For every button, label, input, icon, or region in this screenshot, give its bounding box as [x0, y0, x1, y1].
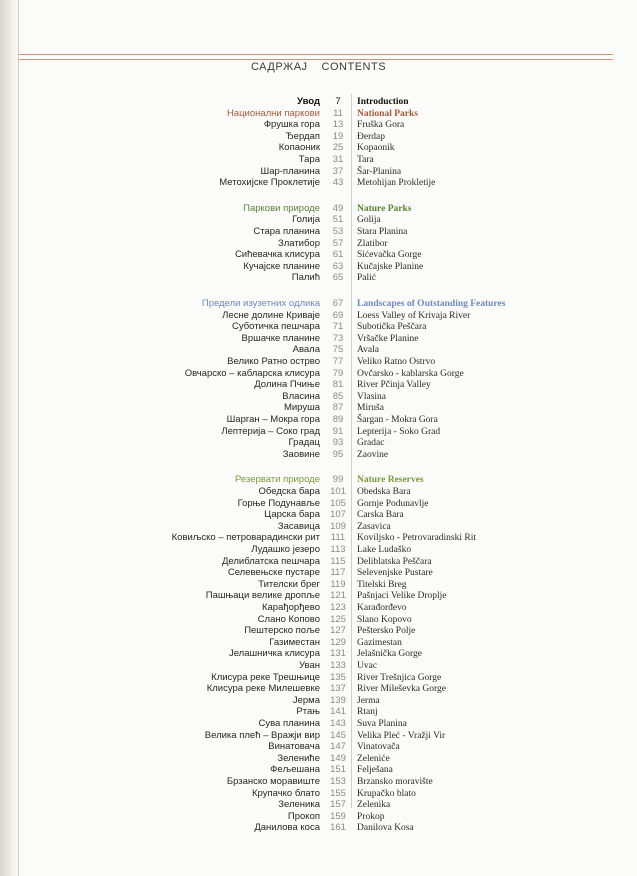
toc-entry-en: Nature Reserves [357, 475, 424, 485]
toc-entry-en: Gradac [357, 438, 385, 448]
toc-row [0, 602, 637, 614]
toc-entry-sr: Крупачко блато [252, 788, 320, 799]
toc-entry-en: Brzansko moravište [357, 777, 433, 787]
toc-row [0, 344, 637, 356]
toc-entry-en: Jelašnička Gorge [357, 649, 422, 659]
toc-page-number: 71 [332, 321, 344, 332]
toc-entry-en: Vlasina [357, 392, 387, 402]
toc-entry-sr: Тара [298, 154, 320, 165]
toc-page-number: 49 [332, 203, 344, 214]
toc-entry-sr: Велико Ратно острво [227, 356, 320, 367]
toc-row [0, 272, 637, 284]
toc-page-number: 61 [332, 249, 344, 260]
toc-entry-en: Rtanj [357, 707, 378, 717]
toc-page-number: 133 [330, 660, 346, 671]
toc-entry-sr: Метохијске Проклетије [219, 177, 320, 188]
toc-entry-en: Titelski Breg [357, 580, 407, 590]
toc-entry-en: Gazimestan [357, 638, 402, 648]
toc-entry-en: Fruška Gora [357, 120, 405, 130]
toc-entry-en: Kopaonik [357, 143, 395, 153]
toc-entry-sr: Селевењске пустаре [227, 567, 320, 578]
toc-entry-sr: Прокоп [287, 811, 320, 822]
toc-entry-sr: Карађорђево [261, 602, 320, 613]
toc-page-number: 111 [330, 532, 346, 543]
toc-entry-sr: Клисура реке Трешњице [211, 672, 320, 683]
toc-page-number: 139 [330, 695, 346, 706]
toc-entry-sr: Јерма [292, 695, 320, 706]
toc-page-number: 69 [332, 310, 344, 321]
toc-entry-sr: Сићевачка клисура [234, 249, 320, 260]
toc-section-heading [0, 474, 637, 486]
toc-entry-en: Lepterija - Soko Grad [357, 427, 441, 437]
toc-row [0, 706, 637, 718]
toc-entry-en: Šargan - Mokra Gora [357, 415, 438, 425]
toc-entry-sr: Засавица [277, 521, 320, 532]
toc-page-number: 149 [330, 753, 346, 764]
toc-entry-en: Kučajske Planine [357, 262, 424, 272]
toc-entry-sr: Заовине [282, 449, 320, 460]
toc-page-number: 107 [330, 509, 346, 520]
header-title-en: CONTENTS [321, 61, 387, 73]
toc-entry-sr: Пештерско поље [244, 625, 320, 636]
toc-page-number: 119 [330, 579, 346, 590]
toc-entry-sr: Мируша [283, 402, 320, 413]
toc-page-number: 43 [332, 177, 344, 188]
toc-row [0, 214, 637, 226]
toc-entry-en: Carska Bara [357, 510, 404, 520]
toc-row [0, 625, 637, 637]
toc-entry-sr: Долина Пчиње [254, 379, 320, 390]
toc-entry-sr: Велика плећ – Вражји вир [204, 730, 320, 741]
toc-entry-en: Suva Planina [357, 719, 407, 729]
toc-row [0, 437, 637, 449]
toc-entry-sr: Овчарско – кабларска клисура [184, 368, 320, 379]
toc-entry-sr: Горње Подунавље [237, 498, 320, 509]
toc-page-number: 31 [332, 154, 344, 165]
toc-entry-en: Selevenjske Pustare [357, 568, 433, 578]
toc-intro-row [0, 96, 637, 108]
toc-page-number: 53 [332, 226, 344, 237]
toc-page-number: 161 [330, 822, 346, 833]
toc-page-number: 101 [330, 486, 346, 497]
toc-row [0, 142, 637, 154]
toc-page-number: 113 [330, 544, 346, 555]
toc-entry-sr: Лесне долине Криваје [222, 310, 320, 321]
toc-entry-sr: Национални паркови [226, 108, 320, 119]
toc-row [0, 509, 637, 521]
toc-page-number: 51 [332, 214, 344, 225]
toc-entry-sr: Јелашничка клисура [228, 648, 320, 659]
toc-page-number: 95 [332, 449, 344, 460]
toc-page-number: 153 [330, 776, 346, 787]
toc-entry-en: Subotička Peščara [357, 322, 427, 332]
toc-entry-en: Metohijan Prokletije [357, 178, 436, 188]
toc-entry-sr: Сува планина [258, 718, 320, 729]
toc-entry-en: Golija [357, 215, 381, 225]
toc-page-number: 91 [332, 426, 344, 437]
toc-entry-sr: Клисура реке Милешевке [206, 683, 320, 694]
toc-row [0, 154, 637, 166]
toc-entry-sr: Брзанско моравиште [226, 776, 320, 787]
toc-page-number: 135 [330, 672, 346, 683]
toc-page-number: 125 [330, 614, 346, 625]
toc-entry-sr: Копаоник [278, 142, 320, 153]
toc-entry-sr: Делиблатска пешчара [221, 556, 320, 567]
toc-entry-sr: Кучајске планине [243, 261, 320, 272]
toc-entry-en: Pašnjaci Velike Droplje [357, 591, 447, 601]
toc-entry-en: Zelenika [357, 800, 391, 810]
toc-page-number: 19 [332, 131, 344, 142]
toc-entry-en: Felješana [357, 765, 393, 775]
toc-page-number: 85 [332, 391, 344, 402]
toc-entry-en: Zlatibor [357, 239, 388, 249]
toc-row [0, 799, 637, 811]
toc-entry-en: Avala [357, 345, 379, 355]
toc-row [0, 544, 637, 556]
toc-entry-sr: Голија [292, 214, 320, 225]
toc-row [0, 402, 637, 414]
toc-entry-en: Jerma [357, 696, 380, 706]
toc-row [0, 764, 637, 776]
toc-page-number: 73 [332, 333, 344, 344]
toc-page-number: 99 [332, 474, 344, 485]
toc-entry-en: Introduction [357, 97, 409, 107]
toc-entry-en: National Parks [357, 109, 418, 119]
toc-row [0, 356, 637, 368]
toc-page-number: 37 [332, 166, 344, 177]
toc-entry-en: Vršačke Planine [357, 334, 419, 344]
toc-page-number: 131 [330, 648, 346, 659]
toc-page-number: 87 [332, 402, 344, 413]
toc-section-heading [0, 298, 637, 310]
toc-entry-en: Danilova Kosa [357, 823, 414, 833]
toc-page-number: 105 [330, 498, 346, 509]
toc-row [0, 567, 637, 579]
toc-entry-en: Stara Planina [357, 227, 408, 237]
toc-entry-en: Zaovine [357, 450, 389, 460]
toc-page-number: 127 [330, 625, 346, 636]
toc-entry-en: River Pčinja Valley [357, 380, 431, 390]
toc-page-number: 25 [332, 142, 344, 153]
toc-page-number: 13 [332, 119, 344, 130]
toc-entry-en: Veliko Ratno Ostrvo [357, 357, 436, 367]
toc-entry-sr: Шар-планина [260, 166, 320, 177]
toc-entry-sr: Слано Копово [257, 614, 320, 625]
toc-entry-sr: Зеленика [278, 799, 320, 810]
toc-row [0, 486, 637, 498]
toc-entry-en: Velika Pleć - Vražji Vir [357, 731, 446, 741]
toc-row [0, 226, 637, 238]
toc-entry-en: Vinatovača [357, 742, 400, 752]
toc-entry-sr: Градац [288, 437, 320, 448]
toc-entry-en: Slano Kopovo [357, 615, 412, 625]
toc-page-number: 147 [330, 741, 346, 752]
toc-page-number: 143 [330, 718, 346, 729]
toc-page-number: 117 [330, 567, 346, 578]
toc-row [0, 776, 637, 788]
toc-row [0, 683, 637, 695]
toc-page-number: 141 [330, 706, 346, 717]
toc-entry-en: Ovčarsko - kablarska Gorge [357, 369, 464, 379]
toc-page-number: 151 [330, 764, 346, 775]
toc-entry-en: River Mileševka Gorge [357, 684, 446, 694]
toc-entry-en: Prokop [357, 812, 385, 822]
toc-page-number: 57 [332, 238, 344, 249]
toc-page-number: 65 [332, 272, 344, 283]
toc-page-number: 81 [332, 379, 344, 390]
toc-entry-sr: Винатовача [268, 741, 320, 752]
toc-page-number: 109 [330, 521, 346, 532]
toc-entry-sr: Фељешана [270, 764, 320, 775]
toc-row [0, 249, 637, 261]
toc-entry-en: Deliblatska Peščara [357, 557, 432, 567]
toc-entry-en: Lake Ludaško [357, 545, 412, 555]
toc-page-number: 145 [330, 730, 346, 741]
toc-entry-en: Krupačko blato [357, 789, 416, 799]
toc-row [0, 449, 637, 461]
toc-entry-en: Uvac [357, 661, 378, 671]
toc-entry-sr: Златибор [277, 238, 320, 249]
toc-entry-en: Đerdap [357, 132, 385, 142]
toc-entry-sr: Обедска бара [258, 486, 320, 497]
toc-entry-en: Miruša [357, 403, 384, 413]
toc-entry-en: Koviljsko - Petrovaradinski Rit [357, 533, 477, 543]
toc-row [0, 741, 637, 753]
toc-entry-sr: Предели изузетних одлика [201, 298, 320, 309]
toc-entry-sr: Ртањ [296, 706, 320, 717]
toc-row [0, 590, 637, 602]
toc-entry-sr: Зелениће [277, 753, 320, 764]
toc-entry-sr: Вршачке планине [241, 333, 320, 344]
toc-entry-sr: Шарган – Мокра гора [226, 414, 320, 425]
toc-entry-en: River Trešnjica Gorge [357, 673, 442, 683]
header-title-sr: САДРЖАЈ [250, 61, 308, 73]
toc-page-number: 155 [330, 788, 346, 799]
toc-entry-en: Gornje Podunavlje [357, 499, 429, 509]
toc-page-number: 11 [333, 108, 343, 119]
toc-page-number: 67 [332, 298, 344, 309]
toc-entry-sr: Резервати природе [234, 474, 320, 485]
toc-page-number: 123 [330, 602, 346, 613]
toc-page-number: 93 [332, 437, 344, 448]
toc-entry-sr: Ђердап [285, 131, 320, 142]
toc-entry-sr: Пашњаци велике дропље [205, 590, 320, 601]
toc-page-number: 115 [330, 556, 346, 567]
toc-entry-en: Zasavica [357, 522, 391, 532]
toc-entry-sr: Фрушка гора [263, 119, 320, 130]
toc-row [0, 119, 637, 131]
toc-page-number: 63 [332, 261, 344, 272]
toc-entry-en: Obedska Bara [357, 487, 411, 497]
toc-row [0, 177, 637, 189]
toc-entry-sr: Тителски брег [258, 579, 320, 590]
toc-row [0, 822, 637, 834]
toc-entry-sr: Лептерија – Соко град [221, 426, 320, 437]
toc-page-number: 159 [330, 811, 346, 822]
toc-entry-en: Šar-Planina [357, 167, 402, 177]
toc-entry-sr: Царска бара [264, 509, 320, 520]
toc-entry-en: Karađorđevo [357, 603, 407, 613]
toc-row [0, 379, 637, 391]
toc-entry-sr: Увод [297, 96, 320, 107]
toc-entry-sr: Лудашко језеро [251, 544, 320, 555]
toc-page-number: 129 [330, 637, 346, 648]
toc-row [0, 718, 637, 730]
toc-page-number: 7 [335, 96, 341, 107]
toc-entry-en: Sićevačka Gorge [357, 250, 422, 260]
toc-row [0, 321, 637, 333]
toc-page-number: 157 [330, 799, 346, 810]
toc-entry-sr: Данилова коса [254, 822, 320, 833]
toc-entry-sr: Ковиљско – петроварадински рит [171, 532, 320, 543]
toc-row [0, 660, 637, 672]
toc-page-number: 79 [332, 368, 344, 379]
toc-entry-en: Nature Parks [357, 204, 412, 214]
toc-entry-sr: Стара планина [253, 226, 320, 237]
toc-entry-sr: Власина [282, 391, 320, 402]
toc-page-number: 121 [330, 590, 346, 601]
toc-page-number: 75 [332, 344, 344, 355]
toc-entry-en: Tara [357, 155, 374, 165]
toc-entry-en: Loess Valley of Krivaja River [357, 311, 471, 321]
toc-entry-en: Peštersko Polje [357, 626, 416, 636]
toc-page-number: 137 [330, 683, 346, 694]
toc-entry-sr: Авала [292, 344, 320, 355]
toc-row [0, 414, 637, 426]
toc-entry-sr: Паркови природе [243, 203, 320, 214]
toc-entry-en: Palić [357, 273, 376, 283]
toc-entry-en: Zeleniće [357, 754, 390, 764]
toc-entry-sr: Суботичка пешчара [232, 321, 320, 332]
toc-row [0, 532, 637, 544]
toc-entry-sr: Уван [299, 660, 320, 671]
toc-entry-en: Landscapes of Outstanding Features [357, 299, 506, 309]
toc-page-number: 77 [332, 356, 344, 367]
toc-entry-sr: Палић [291, 272, 320, 283]
toc-entry-sr: Газиместан [269, 637, 320, 648]
toc-row [0, 648, 637, 660]
toc-page-number: 89 [332, 414, 344, 425]
